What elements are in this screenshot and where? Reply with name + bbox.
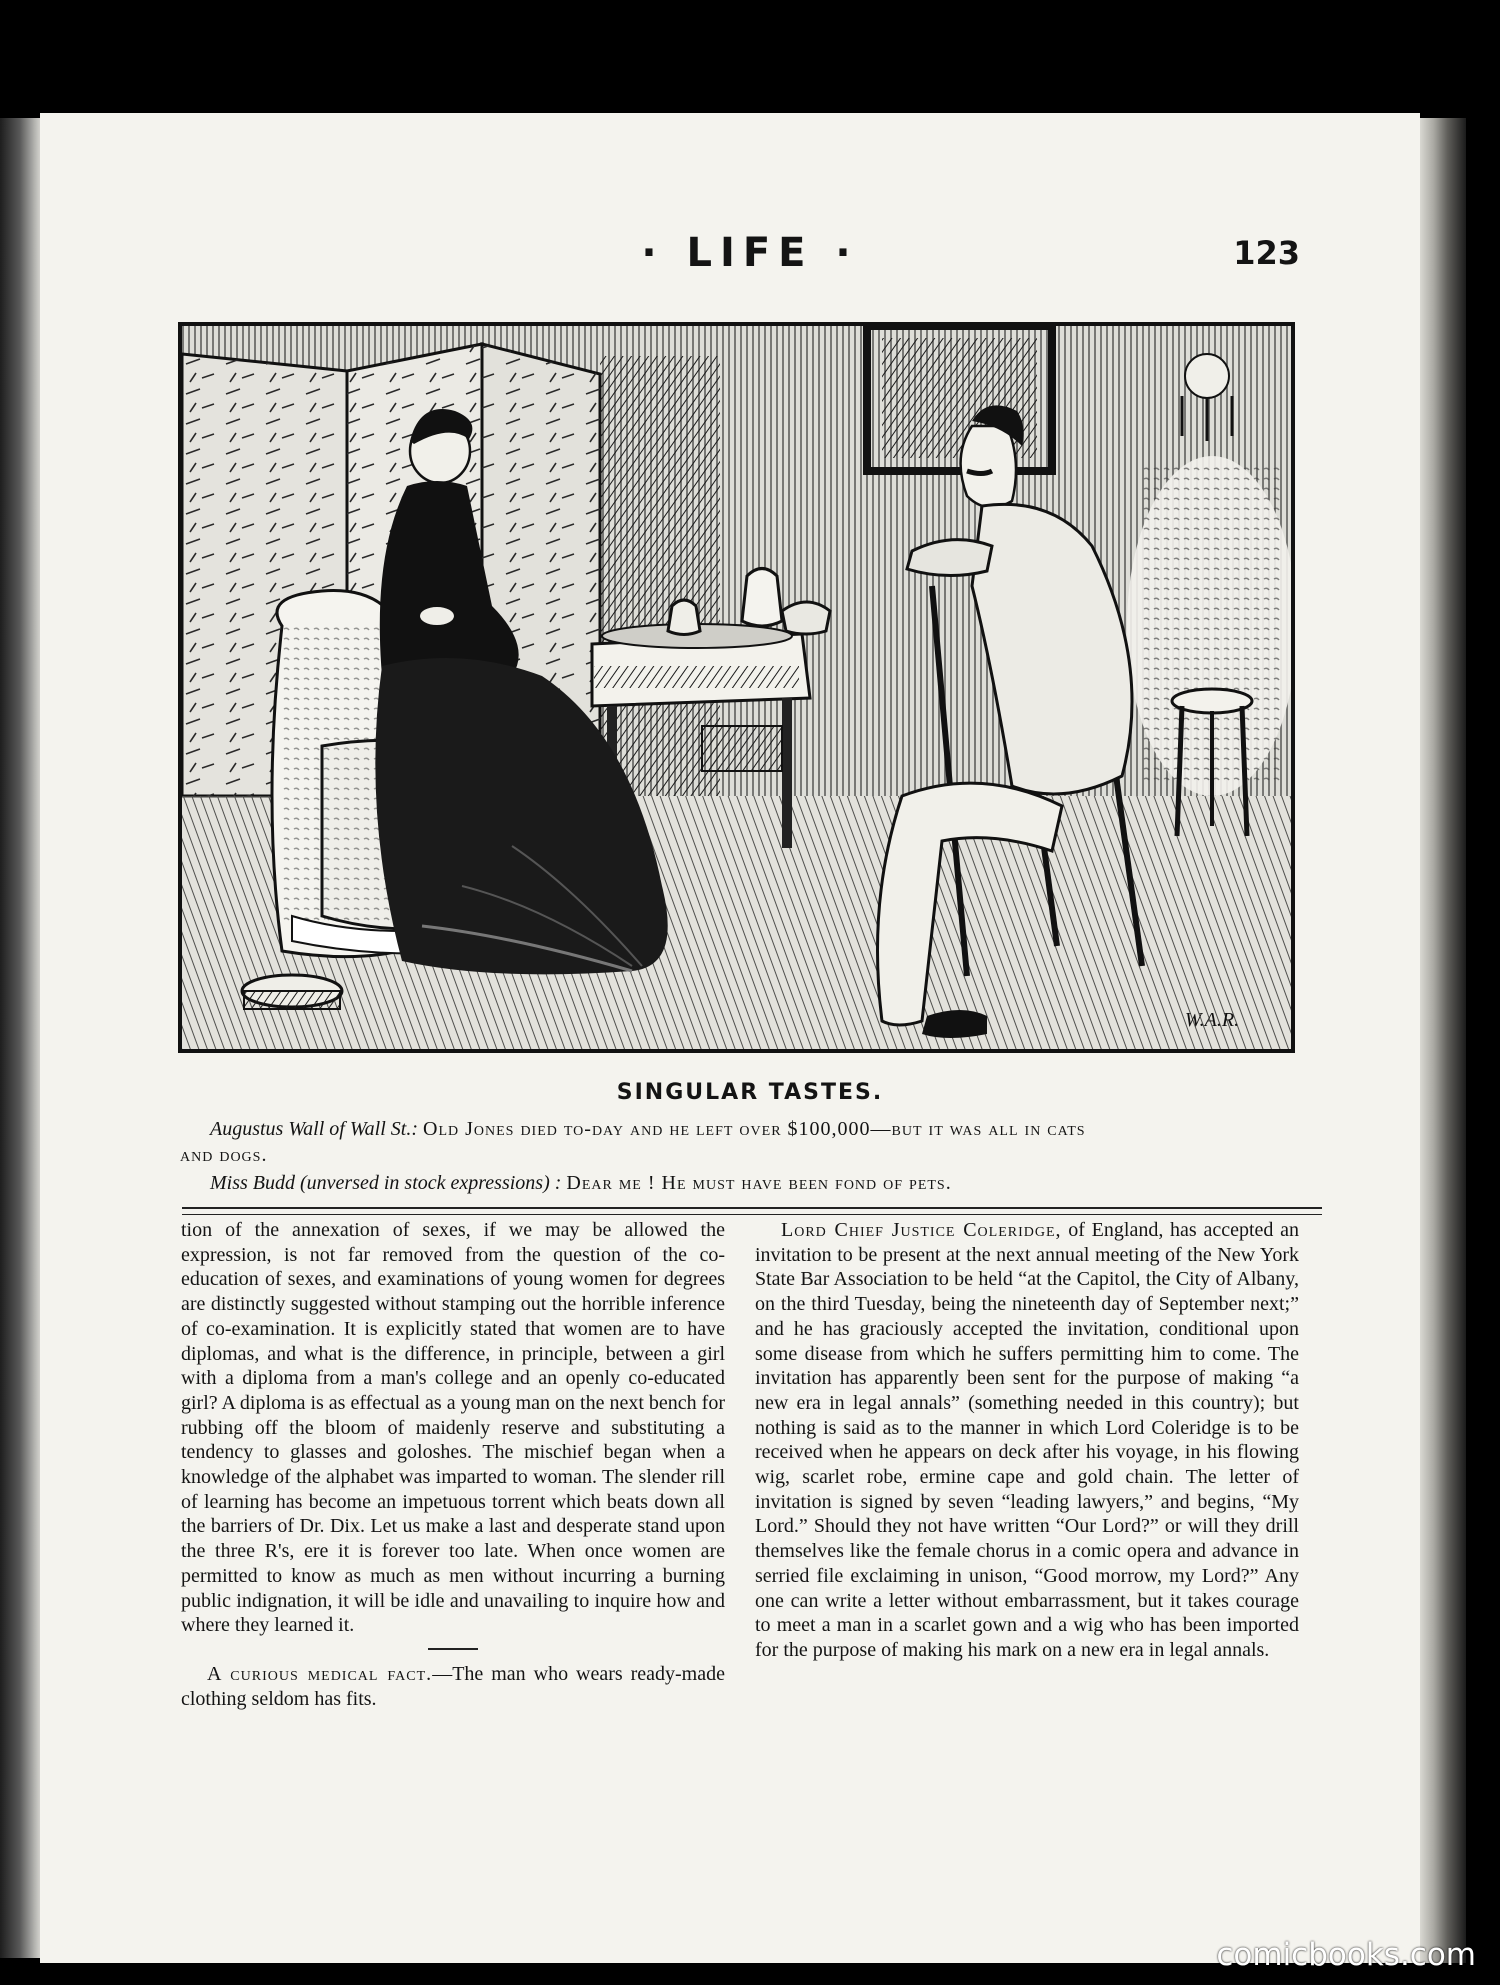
caption-line-1 <box>210 1116 1330 1142</box>
page-number: 123 <box>1233 234 1300 272</box>
speaker-augustus-wall: Augustus Wall of Wall St.: <box>210 1118 418 1140</box>
site-watermark: comicbooks.com <box>1216 1937 1476 1973</box>
right-column <box>755 1218 1299 1663</box>
facing-page-edge <box>0 118 44 1958</box>
medical-fact-text: —The man who wears ready-made clothing seldom has fits. <box>181 1662 725 1710</box>
annexation-paragraph: tion of the annexation of sexes, if we may be allowed the expression, is not far removed from the question of the co-education of sexes, and examinations of young women for degrees are distinctly suggested without stamping out the horrible inference of co-examination. It is explicitly stated that women are to have diplomas, and what is the difference, in principle, between a girl with a diploma from a man's college and an openly co-educated girl? A diploma is as effectual as a young man on the next bench for rubbing off the bloom of maidenly reserve and substituting a tendency to glasses and goloshes. The mischief began when a knowledge of the alphabet was imparted to woman. The slender rill of learning has become an impetuous torrent which beats down all the barriers of Dr. Dix. Let us make a last and desperate stand upon the three R's, ere it is forever too late. When once women are permitted to know as much as men without incurring a burning public indignation, it will be idle and unavailing to inquire how and where they learned it. <box>181 1219 725 1637</box>
page-stack-edge <box>1420 118 1466 1963</box>
coleridge-text: of England, has accepted an invitation to be present at the next annual meeting of the New York State Bar Association to be held “at the Capitol, the City of Albany, on the third Tuesday, being the nineteenth day of September next;” and he has graciously accepted the invitation, conditional upon some disease from which he suffers permitting him to come. The invitation has apparently been sent for the purpose of making “a new era in legal annals” (something needed in this country); but nothing is said as to the manner in which Lord Coleridge is to be received when he appears on deck after his voyage, in his flowing wig, scarlet robe, ermine cape and gold chain. The letter of invitation is signed by seven “leading lawyers,” and begins, “My Lord.” Should they not have written “Our Lord?” or will they drill themselves like the female chorus in a comic opera and advance in serried file exclaiming in unison, “Good morrow, my Lord?” Any one can write a letter without embarrassment, but it takes courage to meet a man in a scarlet gown and a wig who has been imported for the purpose of making his mark on a new era in legal annals. <box>755 1219 1299 1661</box>
miss-budd-dialogue: Dear me ! He must have been fond of pets. <box>566 1172 952 1194</box>
cartoon-title: SINGULAR TASTES. <box>616 1080 884 1105</box>
left-column <box>181 1218 725 1711</box>
running-head <box>150 230 1300 290</box>
medical-fact-lead: A curious medical fact. <box>207 1662 433 1685</box>
medical-fact-paragraph <box>181 1662 725 1711</box>
caption-line-3 <box>210 1170 1360 1196</box>
parlor-scene-drawing <box>182 326 1291 1049</box>
footstool <box>242 975 342 1009</box>
coleridge-lead: Lord Chief Justice Coleridge, <box>781 1219 1062 1241</box>
section-divider <box>428 1648 478 1650</box>
speaker-miss-budd: Miss Budd (unversed in stock expressions) : <box>210 1172 562 1194</box>
augustus-wall-dialogue: Old Jones died to-day and he left over $100,000—but it was all in cats <box>423 1118 1086 1140</box>
double-rule <box>182 1207 1322 1215</box>
magazine-title: · LIFE · <box>641 230 859 276</box>
coleridge-paragraph <box>755 1218 1299 1663</box>
cartoon-illustration <box>178 322 1295 1053</box>
caption-line-2 <box>180 1142 1330 1168</box>
wall-picture <box>867 326 1052 471</box>
artist-signature: W.A.R. <box>1184 1009 1240 1031</box>
augustus-wall-dialogue-continued: and dogs. <box>180 1144 268 1166</box>
